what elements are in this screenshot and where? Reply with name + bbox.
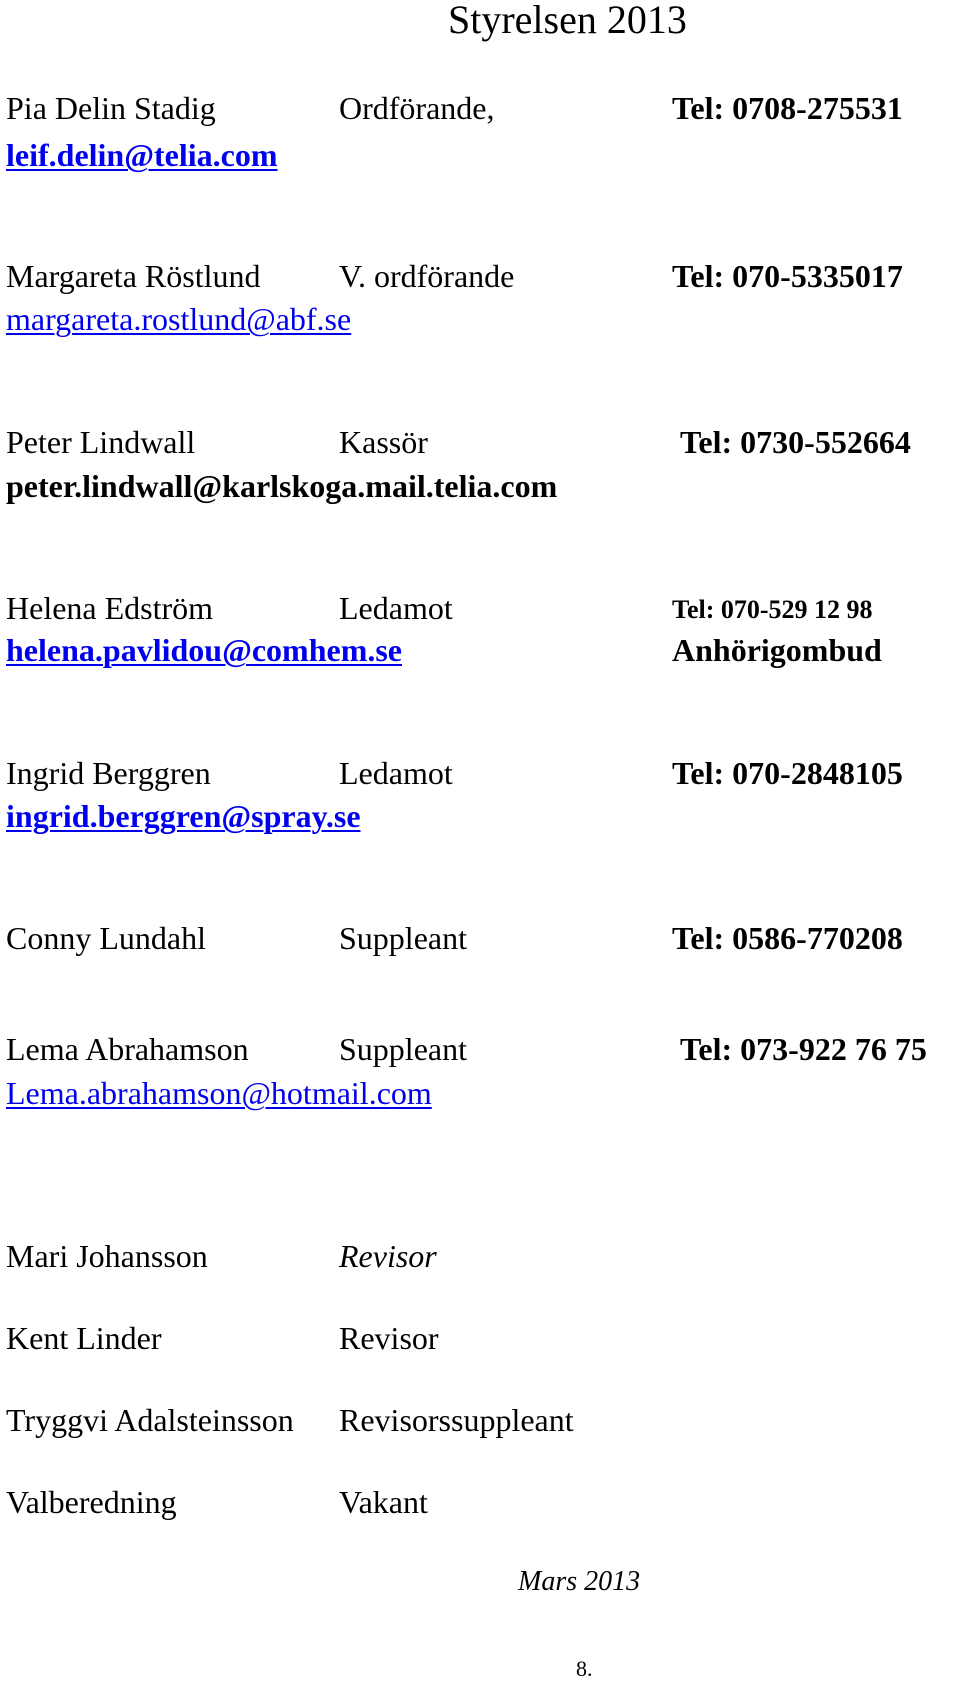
member-role: Ledamot [339,755,453,791]
member-name: Helena Edström [6,590,214,626]
person-role: Revisor [339,1320,439,1356]
member-phone: Tel: 0708-275531 [672,90,903,126]
member-role: Suppleant [339,1031,467,1067]
person-role: Revisorssuppleant [339,1402,574,1438]
member-role: Suppleant [339,920,467,956]
person-name: Kent Linder [6,1320,162,1356]
member-name: Pia Delin Stadig [6,90,216,126]
member-email-link[interactable]: Lema.abrahamson@hotmail.com [6,1075,432,1111]
member-phone: Tel: 073-922 76 75 [680,1031,927,1067]
page-title: Styrelsen 2013 [448,0,687,42]
member-name: Margareta Röstlund [6,258,261,294]
member-email-link[interactable]: leif.delin@telia.com [6,137,278,173]
member-name: Conny Lundahl [6,920,206,956]
member-name: Ingrid Berggren [6,755,211,791]
member-name: Lema Abrahamson [6,1031,249,1067]
member-phone: Tel: 0730-552664 [680,424,911,460]
member-role: V. ordförande [339,258,515,294]
member-email-link[interactable]: ingrid.berggren@spray.se [6,798,361,834]
member-name: Peter Lindwall [6,424,196,460]
person-name: Mari Johansson [6,1238,208,1274]
member-phone: Tel: 0586-770208 [672,920,903,956]
person-name: Valberedning [6,1484,177,1520]
member-phone: Tel: 070-529 12 98 [672,595,873,624]
member-note: Anhörigombud [672,632,882,668]
member-phone: Tel: 070-2848105 [672,755,903,791]
document-date: Mars 2013 [518,1566,641,1597]
member-role: Ordförande, [339,90,495,126]
page-number: 8. [576,1656,593,1681]
person-role: Revisor [339,1238,437,1274]
member-email-link[interactable]: helena.pavlidou@comhem.se [6,632,402,668]
member-email-link[interactable]: margareta.rostlund@abf.se [6,301,352,337]
member-role: Kassör [339,424,428,460]
member-role: Ledamot [339,590,453,626]
member-phone: Tel: 070-5335017 [672,258,903,294]
person-name: Tryggvi Adalsteinsson [6,1402,294,1438]
person-role: Vakant [339,1484,428,1520]
member-email: peter.lindwall@karlskoga.mail.telia.com [6,468,558,504]
